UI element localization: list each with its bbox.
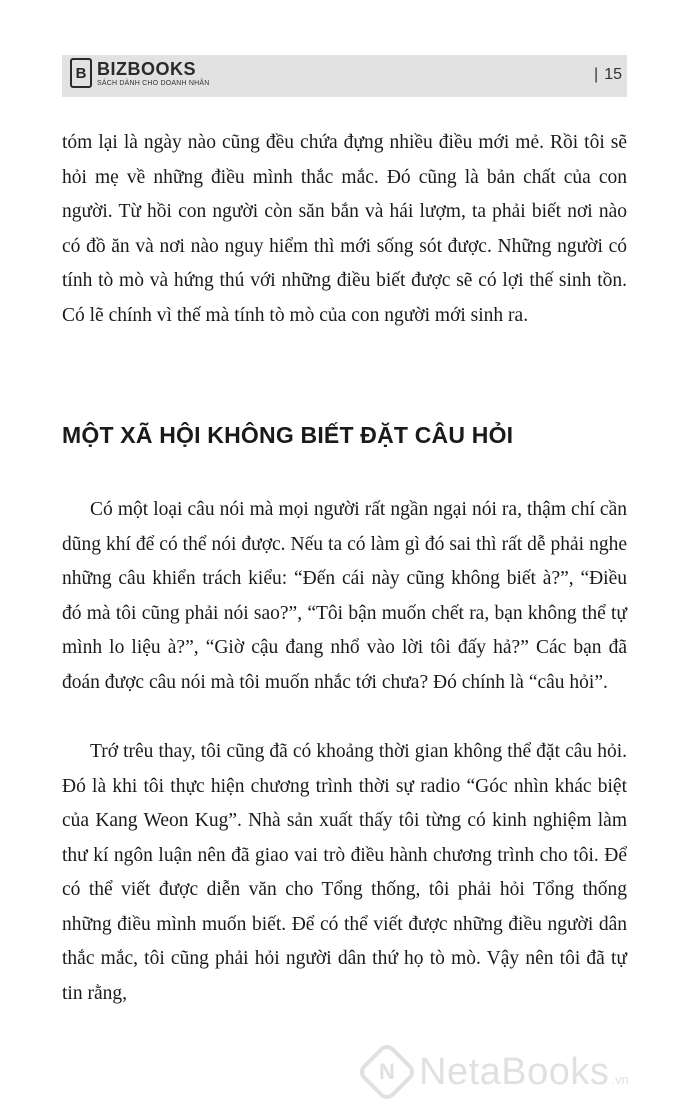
page-number-separator: | (594, 66, 599, 83)
paragraph-1: tóm lại là ngày nào cũng đều chứa đựng nhiều điều mới mẻ. Rồi tôi sẽ hỏi mẹ về những điều mình thắc mắc. Đó cũng là bản chất của con người. Từ hồi con người còn săn bắn và hái lượm, ta phải biết nơi nào có đồ ăn và nơi nào nguy hiểm thì mới sống sót được. Những người có tính tò mò và hứng thú với những điều biết được sẽ có lợi thế sinh tồn. Có lẽ chính vì thế mà tính tò mò của con người mới sinh ra. (62, 132, 627, 326)
brand-name: BIZBOOKS (97, 58, 197, 79)
watermark-text: NetaBooks (419, 1050, 610, 1093)
watermark-suffix: .vn (611, 1071, 629, 1087)
netabooks-logo-icon: N (356, 1041, 418, 1103)
page-number (594, 66, 622, 84)
section-heading: MỘT XÃ HỘI KHÔNG BIẾT ĐẶT CÂU HỎI (62, 422, 514, 448)
bizbooks-logo (70, 58, 210, 88)
bizbooks-logo-icon: B (70, 58, 92, 88)
brand-tagline: SÁCH DÀNH CHO DOANH NHÂN (97, 79, 210, 87)
paragraph-2: Có một loại câu nói mà mọi người rất ngần ngại nói ra, thậm chí cần dũng khí để có thể nói được. Nếu ta có làm gì đó sai thì rất dễ phải nghe những câu khiển trách kiểu: “Đến cái này cũng không biết à?”, “Điều đó mà tôi cũng phải nói sao?”, “Tôi bận muốn chết ra, bạn không thể tự mình lo liệu à?”, “Giờ cậu đang nhổ vào lời tôi đấy hả?” Các bạn đã đoán được câu nói mà tôi muốn nhắc tới chưa? Đó chính là “câu hỏi”. (62, 499, 627, 693)
netabooks-watermark (365, 1050, 629, 1094)
page-number-value: 15 (604, 66, 622, 83)
paragraph-3: Trớ trêu thay, tôi cũng đã có khoảng thời gian không thể đặt câu hỏi. Đó là khi tôi thực hiện chương trình thời sự radio “Góc nhìn khác biệt của Kang Weon Kug”. Nhà sản xuất thấy tôi từng có kinh nghiệm làm thư kí ngôn luận nên đã giao vai trò điều hành chương trình cho tôi. Để có thể viết được diễn văn cho Tổng thống, tôi phải hỏi Tổng thống những điều mình muốn biết. Để có thể viết được những điều người dân thắc mắc, tôi cũng phải hỏi người dân thứ họ tò mò. Vậy nên tôi đã tự tin rằng, (62, 741, 627, 1004)
